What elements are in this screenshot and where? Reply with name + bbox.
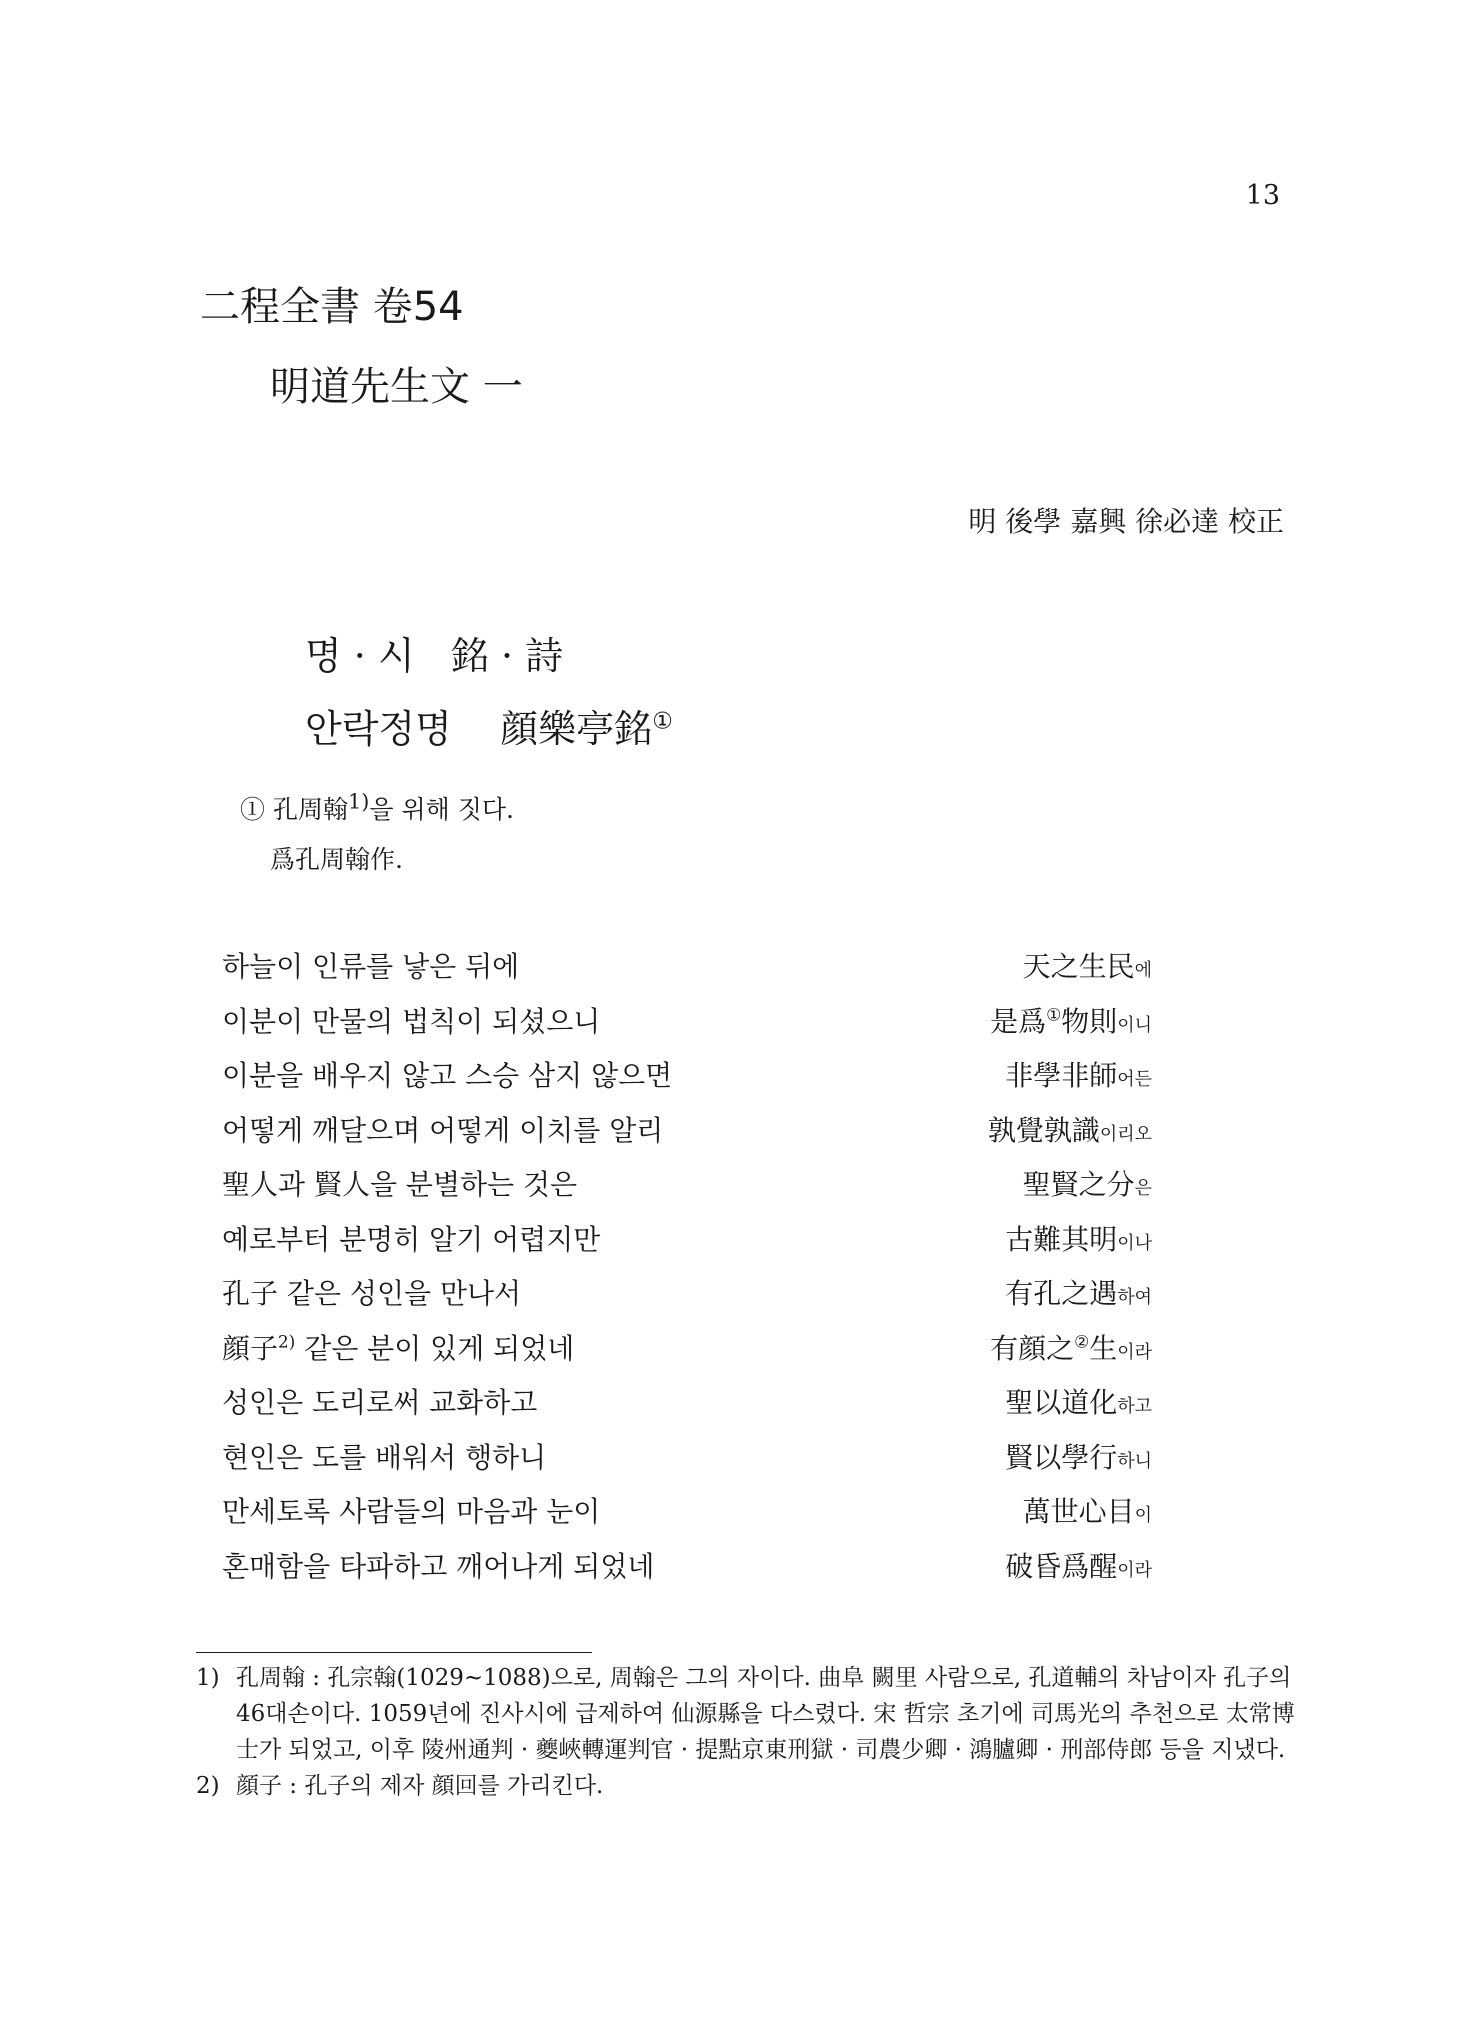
poem-line-hanja: 聖賢之分은 [1022, 1168, 1152, 1201]
poem-title [305, 698, 673, 753]
hyeonto-suffix: 하여 [1117, 1287, 1152, 1308]
poem-line [222, 945, 1152, 1000]
poem-line [222, 1163, 1152, 1218]
poem-line-hanja: 非學非師어든 [1005, 1059, 1152, 1092]
hyeonto-suffix: 에 [1134, 960, 1152, 981]
poem-line-korean: 현인은 도를 배워서 행하니 [222, 1440, 547, 1474]
hyeonto-suffix: 이 [1134, 1505, 1152, 1526]
footnote-number: 1) [196, 1665, 220, 1691]
title-note-korean: ① 孔周翰$^{1)}$을 위해 짓다. [240, 789, 514, 824]
poem-line [222, 1436, 1152, 1491]
section-title: 명 · 시 銘 · 詩 [305, 634, 564, 678]
poem-line-korean: 이분을 배우지 않고 스승 삼지 않으면 [222, 1059, 673, 1092]
poem-line [222, 1272, 1152, 1327]
poem-line [222, 1490, 1152, 1545]
poem-title-note-mark: ① [652, 708, 673, 735]
poem-line-korean: 하늘이 인류를 낳은 뒤에 [222, 950, 520, 983]
poem-line-korean: 성인은 도리로써 교화하고 [222, 1386, 538, 1419]
poem-line [222, 1054, 1152, 1109]
poem-line-hanja: 有顔之②生이라 [990, 1331, 1152, 1365]
poem-line-hanja: 破昏爲醒이라 [1005, 1549, 1152, 1583]
footnote-ref[interactable]: 2) [278, 1331, 296, 1352]
poem-line [222, 1218, 1152, 1273]
hyeonto-suffix: 이리오 [1099, 1123, 1152, 1145]
footnote-2 [196, 1768, 1296, 1804]
poem-line-korean: 顔子$^{2)}$ 같은 분이 있게 되었네 [222, 1331, 575, 1365]
hyeonto-suffix: 이나 [1117, 1232, 1152, 1254]
hyeonto-suffix: 하니 [1117, 1450, 1152, 1472]
poem-line-hanja: 賢以學行하니 [1005, 1440, 1152, 1474]
footnote-1 [196, 1660, 1296, 1768]
poem-line-korean: 孔子 같은 성인을 만나서 [222, 1277, 522, 1310]
poem-title-korean: 안락정명 [305, 707, 452, 751]
poem-line-korean: 혼매함을 타파하고 깨어나게 되었네 [222, 1549, 655, 1583]
hyeonto-suffix: 이라 [1117, 1559, 1152, 1581]
poem-body [222, 945, 1152, 1599]
page-number: 13 [1245, 180, 1280, 211]
poem-line-korean: 만세토록 사람들의 마음과 눈이 [222, 1495, 601, 1528]
footnotes [196, 1660, 1296, 1804]
editor-credit: 明 後學 嘉興 徐必達 校正 [968, 505, 1284, 538]
poem-line [222, 1545, 1152, 1600]
hyeonto-suffix: 하고 [1117, 1396, 1152, 1417]
poem-line [222, 1381, 1152, 1436]
footnote-text: 顔子 : 孔子의 제자 顔回를 가리킨다. [236, 1773, 604, 1799]
poem-line-hanja: 有孔之遇하여 [1005, 1277, 1152, 1310]
poem-line [222, 1109, 1152, 1164]
poem-line-hanja: 萬世心目이 [1022, 1495, 1152, 1528]
book-title: 二程全書 卷54 [200, 284, 464, 330]
hyeonto-suffix: 어든 [1117, 1069, 1152, 1090]
poem-line-hanja: 是爲①物則이니 [990, 1004, 1152, 1038]
note-mark: ① [1046, 1004, 1062, 1025]
chapter-title: 明道先生文 一 [270, 364, 523, 410]
poem-line [222, 1327, 1152, 1382]
poem-line [222, 1000, 1152, 1055]
hyeonto-suffix: 은 [1134, 1178, 1152, 1199]
poem-line-korean: 聖人과 賢人을 분별하는 것은 [222, 1168, 578, 1201]
footnote-number: 2) [196, 1773, 220, 1799]
hyeonto-suffix: 이라 [1117, 1341, 1152, 1363]
poem-line-hanja: 天之生民에 [1022, 950, 1152, 983]
poem-line-korean: 이분이 만물의 법칙이 되셨으니 [222, 1004, 601, 1038]
poem-line-korean: 예로부터 분명히 알기 어렵지만 [222, 1222, 601, 1256]
poem-line-korean: 어떻게 깨달으며 어떻게 이치를 알리 [222, 1113, 664, 1147]
poem-line-hanja: 古難其明이나 [1005, 1222, 1152, 1256]
poem-title-hanja: 顔樂亭銘 [500, 707, 653, 751]
note-mark: ② [1074, 1331, 1090, 1352]
footnote-divider [196, 1652, 592, 1653]
hyeonto-suffix: 이니 [1117, 1014, 1152, 1036]
footnote-ref-1[interactable]: 1) [347, 789, 370, 814]
footnote-text: 孔周翰 : 孔宗翰(1029~1088)으로, 周翰은 그의 자이다. 曲阜 闕里 사람으로, 孔道輔의 차남이자 孔子의 46대손이다. 1059년에 진사시에 급제하여 仙源縣을 다스렸다. 宋 哲宗 초기에 司馬光의 추천으로 太常博士가 되었고, 이후 陵州通判 · 夔峽轉運判官 · 提點京東刑獄 · 司農少卿 · 鴻臚卿 · 刑部侍郎 등을 지냈다. [236, 1665, 1295, 1763]
poem-line-hanja: 孰覺孰識이리오 [987, 1113, 1152, 1147]
title-note-hanja: 爲孔周翰作. [270, 845, 403, 874]
poem-line-hanja: 聖以道化하고 [1005, 1386, 1152, 1419]
